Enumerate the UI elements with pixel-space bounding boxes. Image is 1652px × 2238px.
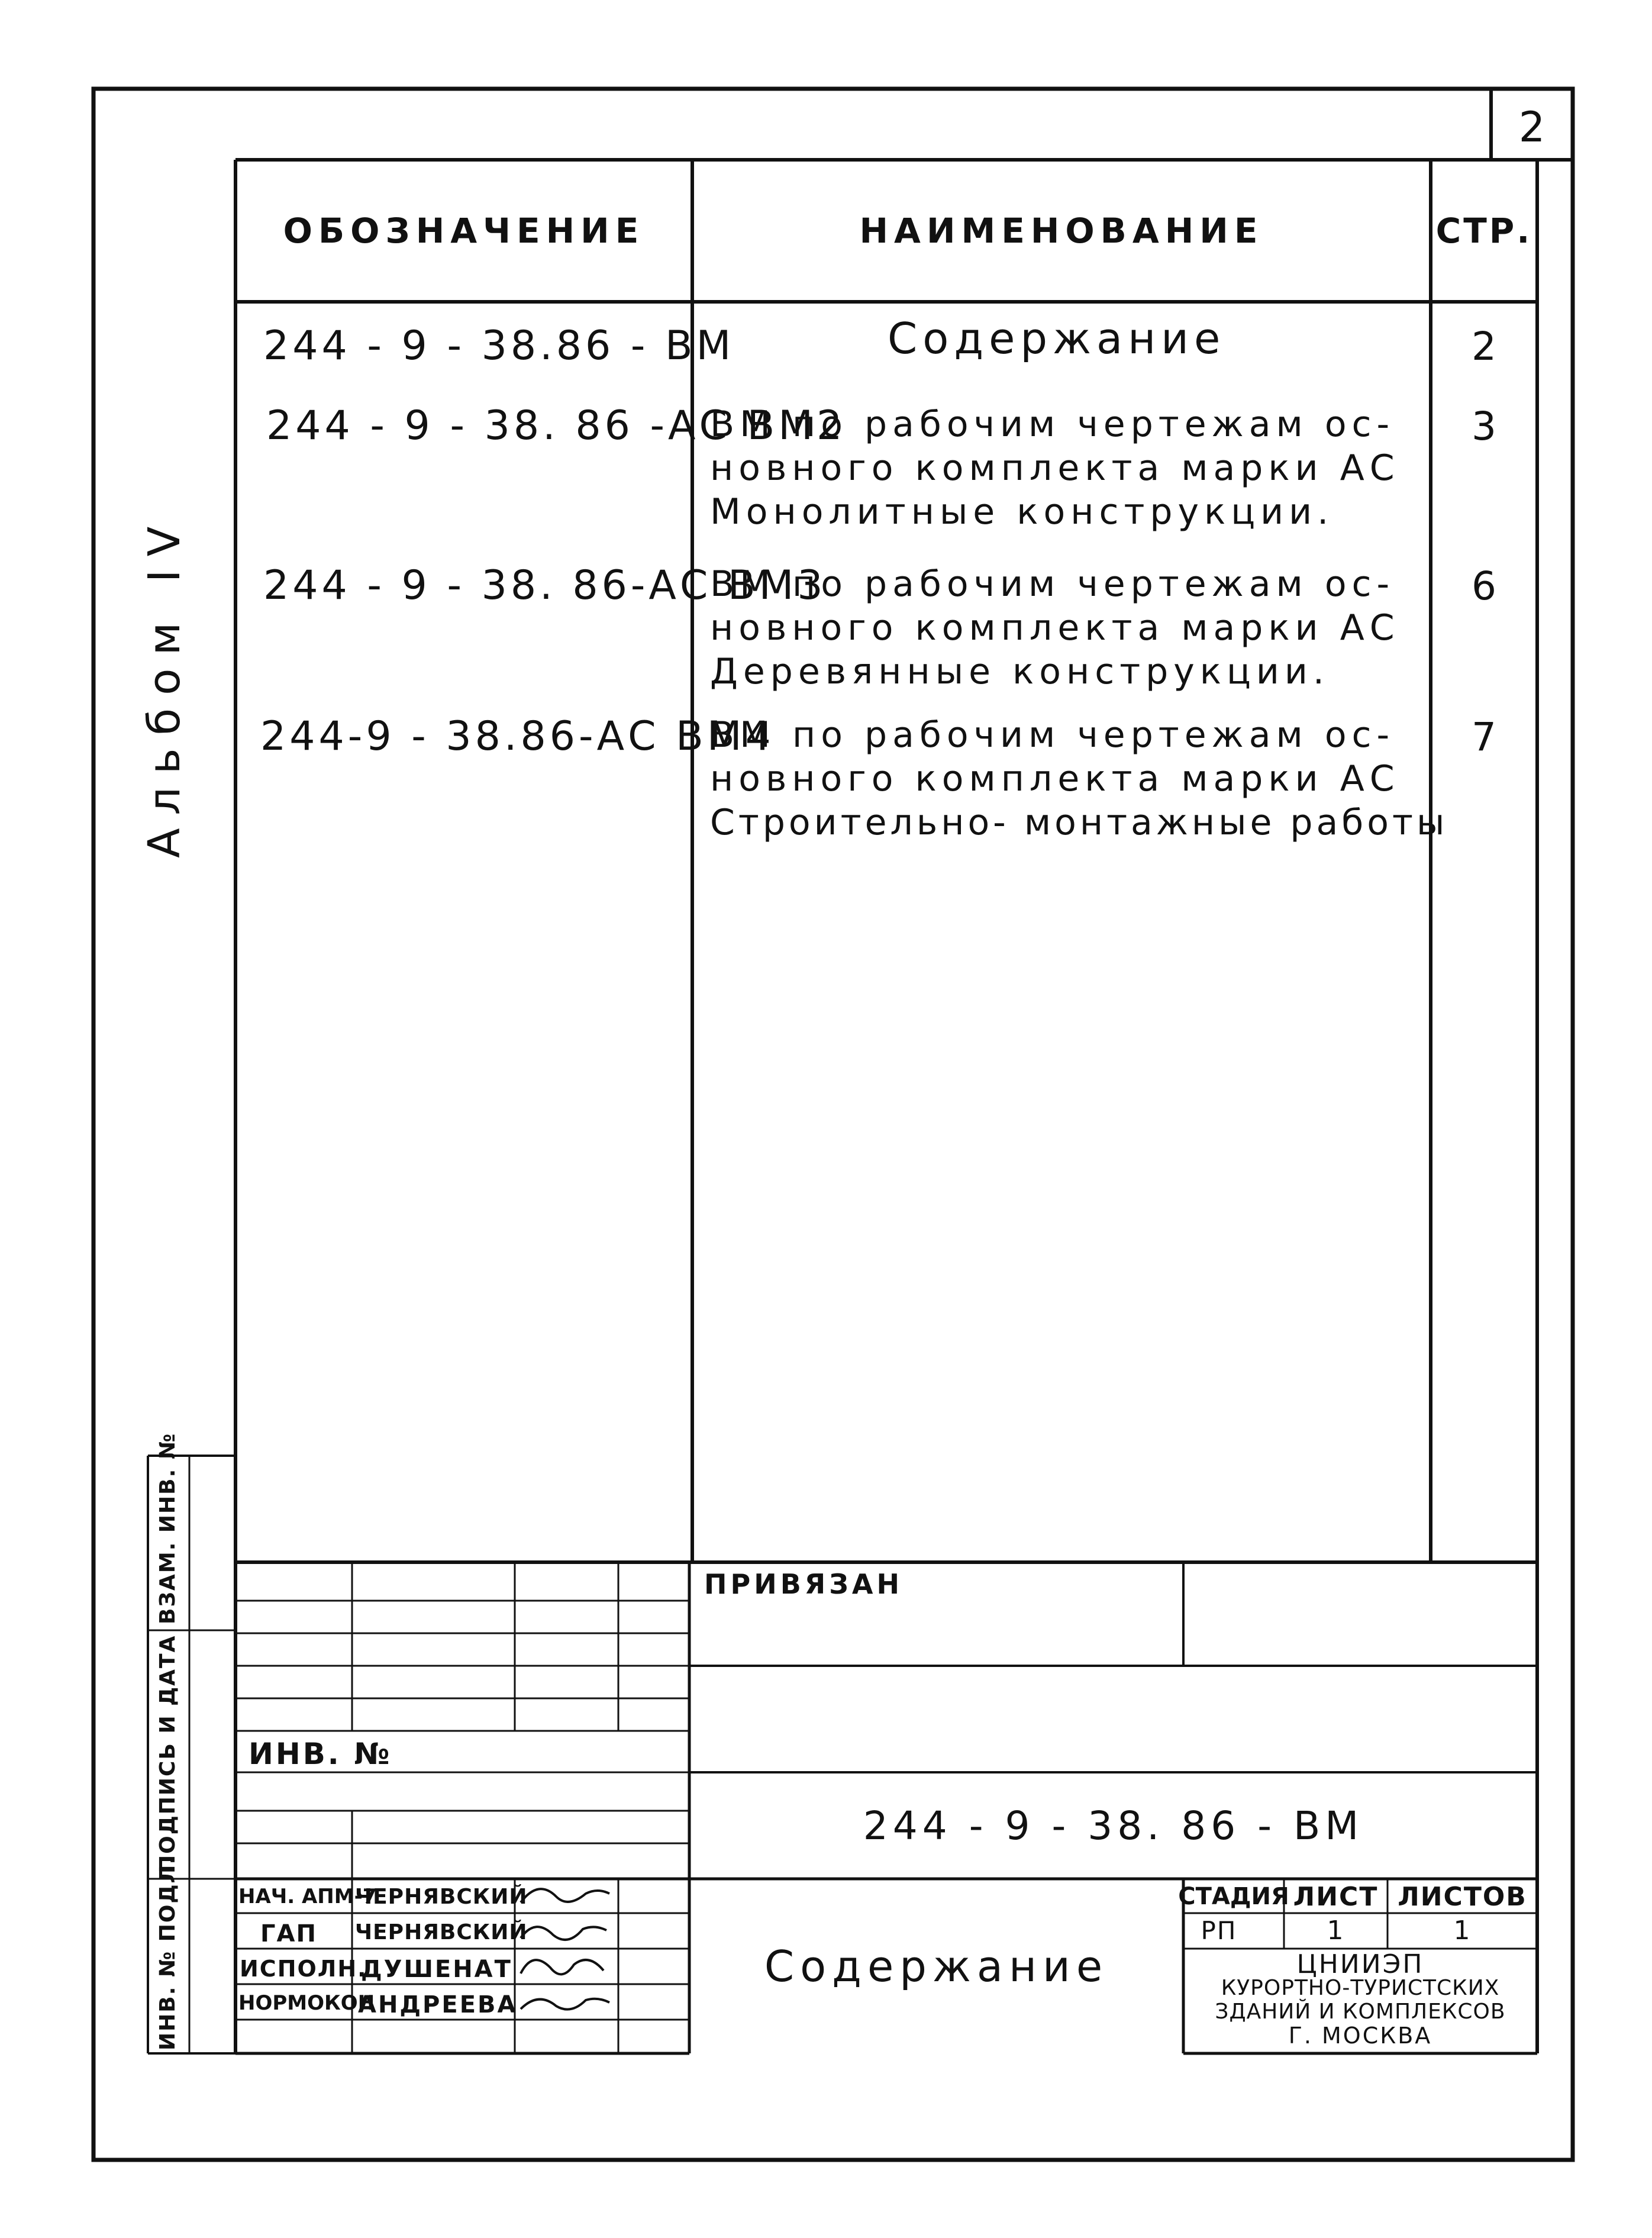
side-label-inv: ИНВ. № ПОДЛ. [156, 1855, 180, 2050]
stage-label: СТАДИЯ [1178, 1883, 1289, 1910]
sheet-number: 2 [1518, 103, 1545, 151]
album-label: Альбом IV [139, 513, 190, 858]
row-name-line: новного комплекта марки АС [710, 447, 1400, 489]
document-title: Содержание [764, 1941, 1109, 1991]
inv-no-label: ИНВ. № [249, 1737, 392, 1771]
row-page: 2 [1472, 323, 1496, 369]
privyazan-label: ПРИВЯЗАН [704, 1568, 903, 1600]
sheet-label: ЛИСТ [1293, 1881, 1379, 1912]
sheets-value: 1 [1453, 1915, 1472, 1946]
row-code: 244 - 9 - 38.86 - ВМ [263, 323, 735, 369]
header-page: СТР. [1435, 211, 1532, 251]
row-code: 244-9 - 38.86-АС ВМ4 [260, 713, 775, 760]
row-name-line: новного комплекта марки АС [710, 758, 1400, 799]
row-page: 6 [1472, 563, 1496, 609]
staff-name: ДУШЕНАТ [361, 1956, 512, 1983]
sheets-label: ЛИСТОВ [1398, 1881, 1527, 1912]
organization-line: ЦНИИЭП [1296, 1949, 1424, 1979]
side-label-podpis: ПОДПИСЬ И ДАТА [156, 1634, 180, 1873]
row-name-line: ВМ по рабочим чертежам ос- [710, 563, 1395, 605]
staff-role: НАЧ. АПМ-7 [238, 1885, 377, 1908]
staff-name: ЧЕРНЯВСКИЙ [355, 1920, 528, 1944]
staff-name: АНДРЕЕВА [358, 1991, 518, 2018]
header-name: НАИМЕНОВАНИЕ [859, 211, 1264, 251]
row-code: 244 - 9 - 38. 86 -АС ВМ2 [266, 402, 846, 449]
row-page: 3 [1472, 403, 1496, 449]
document-code: 244 - 9 - 38. 86 - ВМ [863, 1802, 1364, 1849]
row-name-line: Строительно- монтажные работы [710, 802, 1448, 843]
row-code: 244 - 9 - 38. 86-АС ВМ3 [263, 562, 827, 609]
row-page: 7 [1472, 714, 1496, 760]
row-name-line: Содержание [888, 314, 1226, 363]
stage-value: РП [1201, 1916, 1237, 1945]
organization-line: КУРОРТНО-ТУРИСТСКИХ [1221, 1976, 1500, 2000]
staff-role: НОРМОКОН [238, 1991, 375, 2015]
side-label-vzam: ВЗАМ. ИНВ. № [156, 1432, 180, 1624]
row-name-line: новного комплекта марки АС [710, 607, 1400, 649]
staff-role: ИСПОЛН. [240, 1956, 367, 1982]
row-name-line: Деревянные конструкции. [710, 651, 1330, 692]
staff-name: ЧЕРНЯВСКИЙ [355, 1885, 528, 1909]
row-name-line: ВМ по рабочим чертежам ос- [710, 714, 1395, 756]
organization-line: Г. МОСКВА [1288, 2023, 1432, 2049]
row-name-line: ВМ по рабочим чертежам ос- [710, 404, 1395, 445]
row-name-line: Монолитные конструкции. [710, 491, 1334, 533]
sheet-value: 1 [1327, 1915, 1345, 1946]
header-designation: ОБОЗНАЧЕНИЕ [283, 211, 645, 251]
organization-line: ЗДАНИЙ И КОМПЛЕКСОВ [1215, 2000, 1506, 2024]
organization [1183, 1949, 1537, 2049]
staff-role: ГАП [260, 1920, 317, 1947]
